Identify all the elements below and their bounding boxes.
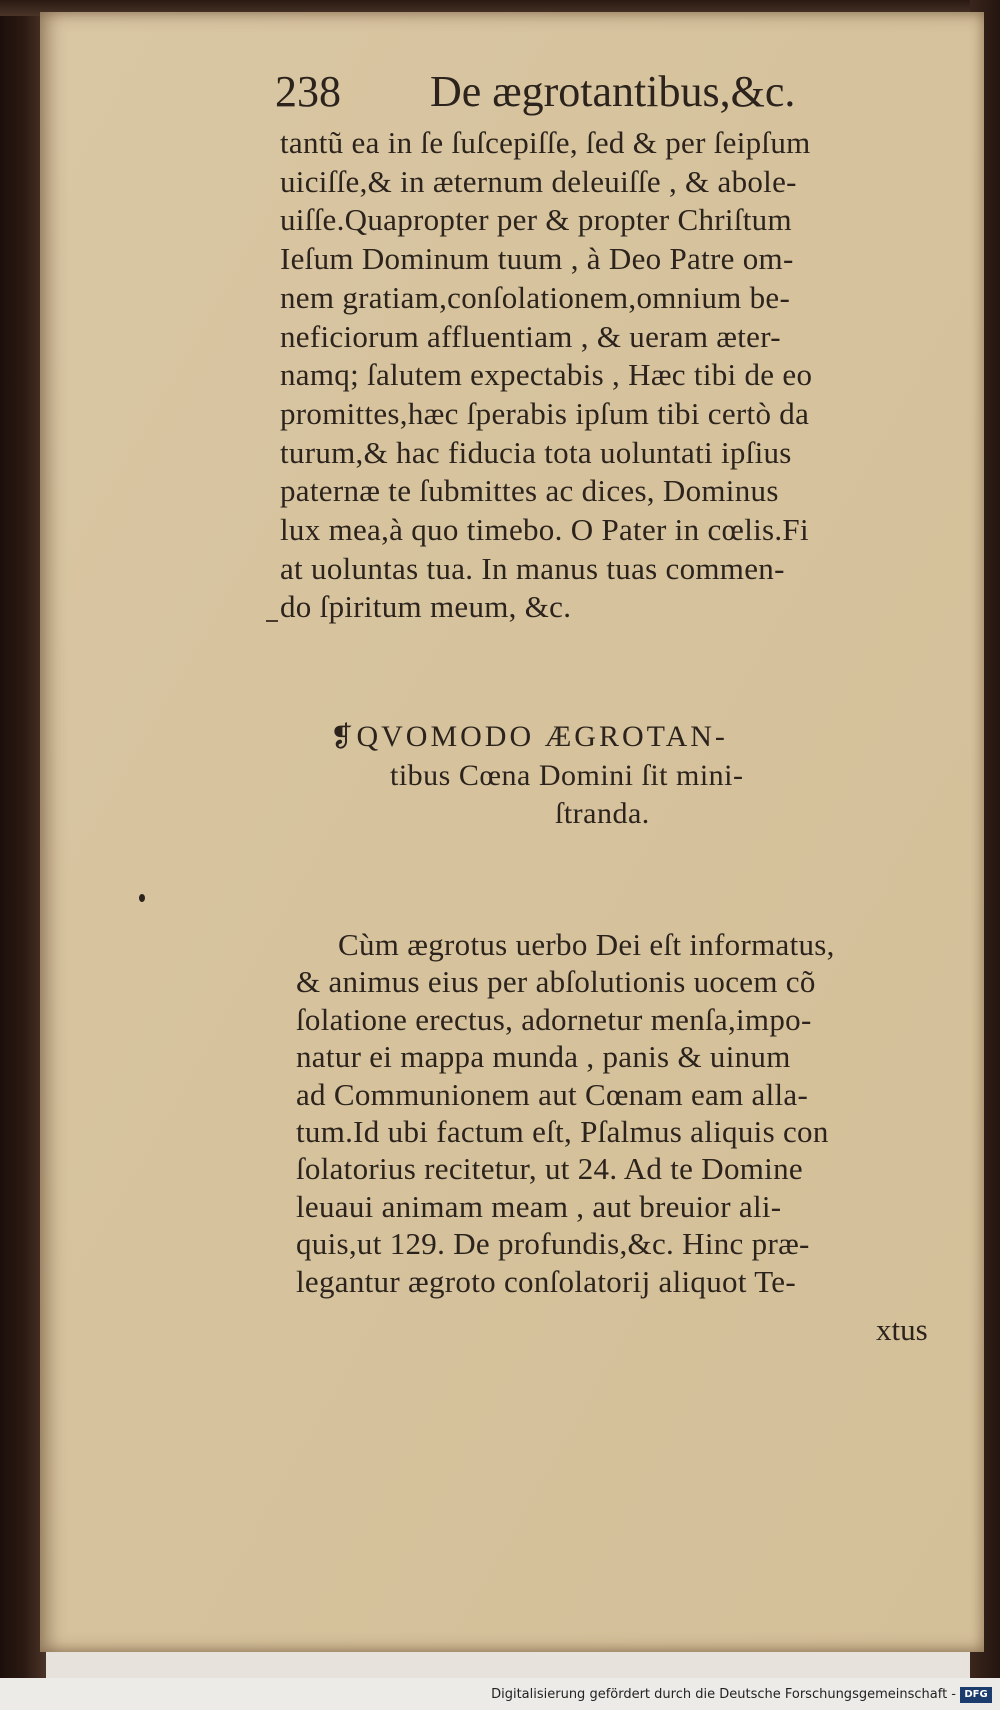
dfg-logo-icon: DFG xyxy=(960,1687,992,1703)
heading-line-2: tibus Cœna Domini ſit mini- xyxy=(390,759,744,792)
paragraph-2 xyxy=(296,926,946,1300)
text-line: ad Communionem aut Cœnam eam alla- xyxy=(296,1076,809,1112)
running-title: De ægrotantibus,&c. xyxy=(430,67,796,116)
text-line: do ſpiritum meum, &c. xyxy=(280,589,572,625)
pilcrow-icon: ❡ xyxy=(330,722,357,753)
text-line: neficiorum affluentiam , & ueram æter- xyxy=(280,318,781,354)
text-line: tum.Id ubi factum eſt, Pſalmus aliquis con xyxy=(296,1114,829,1150)
text-line: namq; ſalutem expectabis , Hæc tibi de eo xyxy=(280,357,813,393)
text-line: uiciſſe,& in æternum deleuiſſe , & abole- xyxy=(280,163,797,199)
text-line: legantur ægroto conſolatorij aliquot Te- xyxy=(296,1263,796,1299)
heading-line-1 xyxy=(330,718,930,757)
text-line: & animus eius per abſolutionis uocem cõ xyxy=(296,964,816,1000)
text-line: leuaui animam meam , aut breuior ali- xyxy=(296,1188,782,1224)
section-heading xyxy=(330,718,930,833)
heading-line-1-text: QVOMODO ÆGROTAN- xyxy=(356,720,728,753)
text-line: at uoluntas tua. In manus tuas commen- xyxy=(280,550,785,586)
footer-credit: Digitalisierung gefördert durch die Deutsche Forschungsgemeinschaft - xyxy=(491,1687,956,1702)
text-line: lux mea,à quo timebo. O Pater in cœlis.Fi xyxy=(280,512,809,548)
text-line: ſolatione erectus, adornetur menſa,impo- xyxy=(296,1001,812,1037)
text-line: Cùm ægrotus uerbo Dei eſt informatus, xyxy=(338,927,835,962)
text-line: Ieſum Dominum tuum , à Deo Patre om- xyxy=(280,241,794,277)
text-line: ſolatorius recitetur, ut 24. Ad te Domine xyxy=(296,1151,803,1187)
text-line: turum,& hac fiducia tota uoluntati ipſius xyxy=(280,434,792,470)
margin-mark xyxy=(266,620,278,622)
heading-line-3: ſtranda. xyxy=(555,797,650,830)
catchword: xtus xyxy=(876,1312,928,1347)
page-number: 238 xyxy=(275,67,341,116)
footer-bar xyxy=(0,1678,1000,1710)
margin-dot xyxy=(139,894,145,902)
text-line: tantũ ea in ſe ſuſcepiſſe, ſed & per ſeipſum xyxy=(280,125,811,160)
text-line: uiſſe.Quapropter per & propter Chriſtum xyxy=(280,202,792,238)
text-line: paternæ te ſubmittes ac dices, Dominus xyxy=(280,473,779,509)
paragraph-1 xyxy=(280,124,940,627)
text-line: natur ei mappa munda , panis & uinum xyxy=(296,1039,791,1075)
text-line: promittes,hæc ſperabis ipſum tibi certò da xyxy=(280,395,810,431)
text-line: quis,ut 129. De profundis,&c. Hinc præ- xyxy=(296,1226,810,1262)
text-line: nem gratiam,conſolationem,omnium be- xyxy=(280,279,791,315)
